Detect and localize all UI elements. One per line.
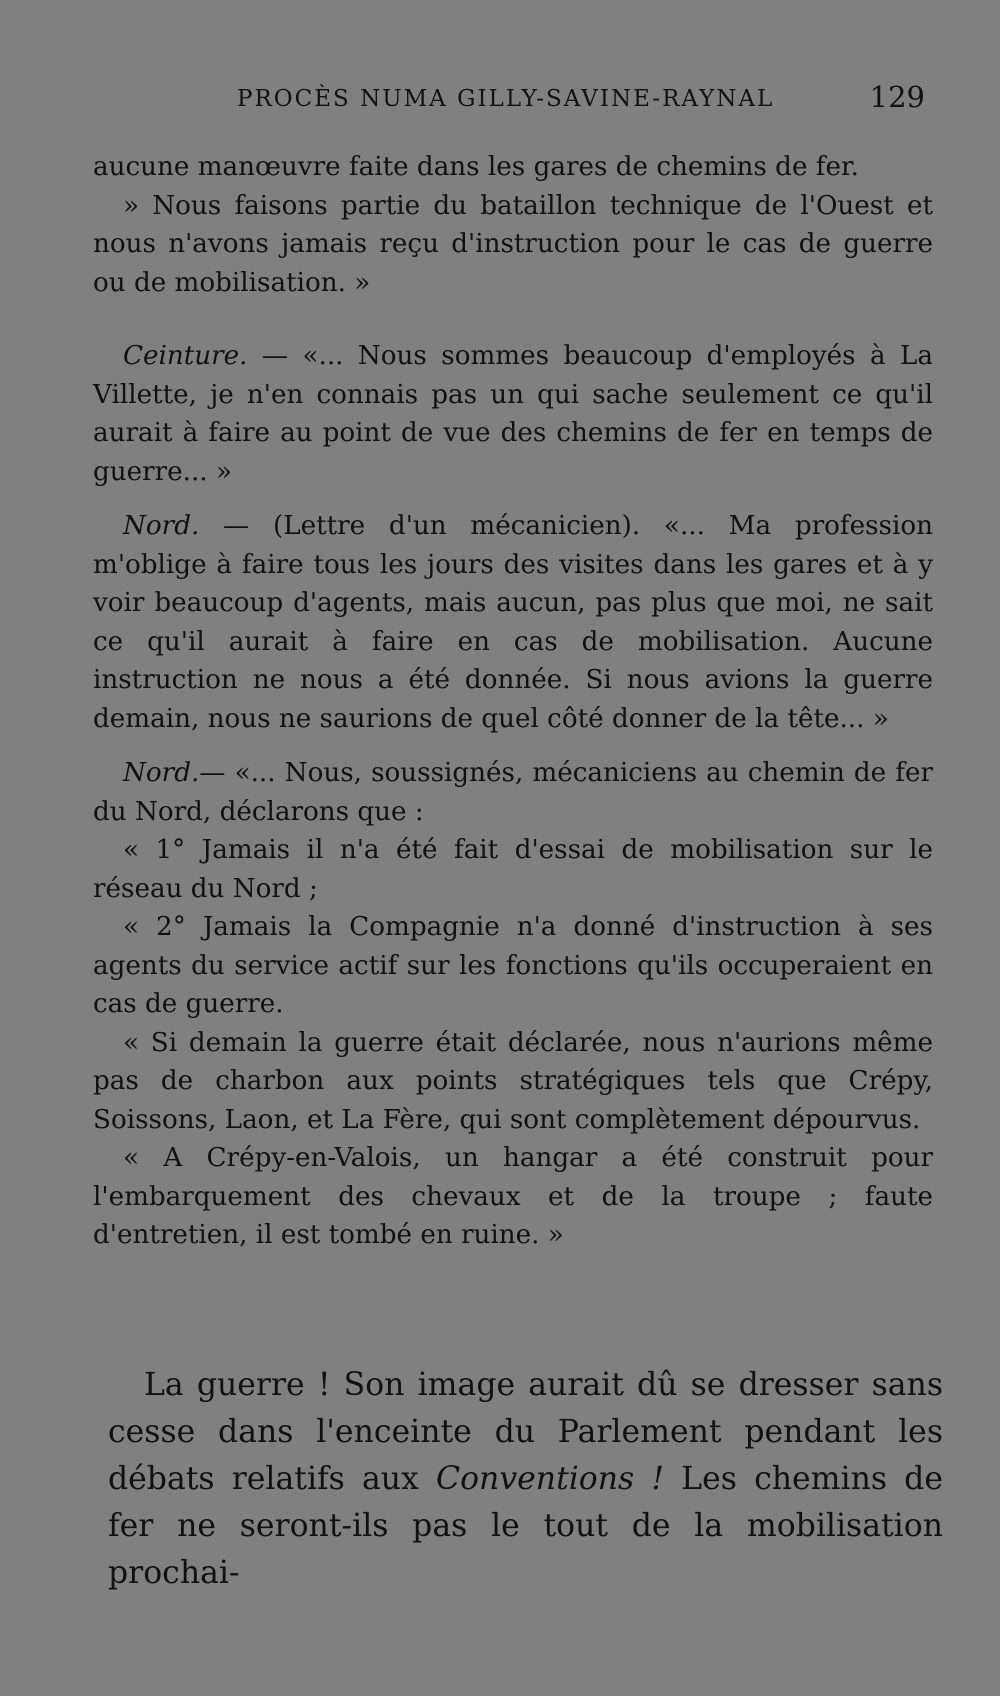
paragraph-guerre — [108, 1362, 943, 1597]
running-title: PROCÈS NUMA GILLY-SAVINE-RAYNAL — [237, 86, 775, 112]
paragraph-nord-declaration — [93, 754, 933, 831]
paragraph-nord-letter — [93, 507, 933, 738]
closing-italic: Conventions ! — [435, 1461, 665, 1497]
closing-before: La guerre ! Son image aurait dû se dresser sans cesse dans l'enceinte du Parlement pendant les débats relatifs aux — [108, 1367, 943, 1497]
paragraph-continuation: aucune manœuvre faite dans les gares de chemins de fer. — [93, 152, 859, 182]
paragraph-ouest: » Nous faisons partie du bataillon technique de l'Ouest et nous n'avons jamais reçu d'instruction pour le cas de guerre ou de mobilisation. » — [93, 190, 933, 298]
label-ceinture: Ceinture. — [123, 341, 248, 371]
text-nord-letter: — (Lettre d'un mécanicien). «... Ma profession m'oblige à faire tous les jours des visites dans les gares et à y voir beaucoup d'agents, mais aucun, pas plus que moi, ne sait ce qu'il aurait à faire en cas de mobilisation. Aucune instruction ne nous a été donnée. Si nous avions la guerre demain, nous ne saurions de quel côté donner de la tête... » — [93, 511, 933, 734]
text-nord-declaration: — «... Nous, soussignés, mécaniciens au chemin de fer du Nord, déclarons que : — [93, 758, 933, 827]
page-number: 129 — [869, 80, 925, 114]
paragraph-hangar: « A Crépy-en-Valois, un hangar a été construit pour l'embarquement des chevaux et de la troupe ; faute d'entretien, il est tombé en ruine. » — [93, 1143, 933, 1250]
paragraph-ceinture — [93, 337, 933, 491]
paragraph-charbon: « Si demain la guerre était déclarée, nous n'aurions même pas de charbon aux points stratégiques tels que Crépy, Soissons, Laon, et La Fère, qui sont complètement dépourvus. — [93, 1027, 933, 1135]
body-text — [93, 148, 933, 1255]
closing-after: Les chemins de fer ne seront-ils pas le tout de la mobilisation prochai- — [108, 1461, 943, 1591]
label-nord-declaration: Nord. — [123, 758, 200, 788]
closing-text — [108, 1362, 943, 1597]
paragraph-point-2: « 2° Jamais la Compagnie n'a donné d'instruction à ses agents du service actif sur les fonctions qu'ils occuperaient en cas de guerre. — [93, 912, 933, 1019]
text-ceinture: — «... Nous sommes beaucoup d'employés à La Villette, je n'en connais pas un qui sache seulement ce qu'il aurait à faire au point de vue des chemins de fer en temps de guerre... » — [93, 341, 933, 487]
label-nord-letter: Nord. — [123, 511, 200, 541]
running-head — [95, 80, 925, 120]
paragraph-point-1: « 1° Jamais il n'a été fait d'essai de mobilisation sur le réseau du Nord ; — [93, 835, 933, 904]
